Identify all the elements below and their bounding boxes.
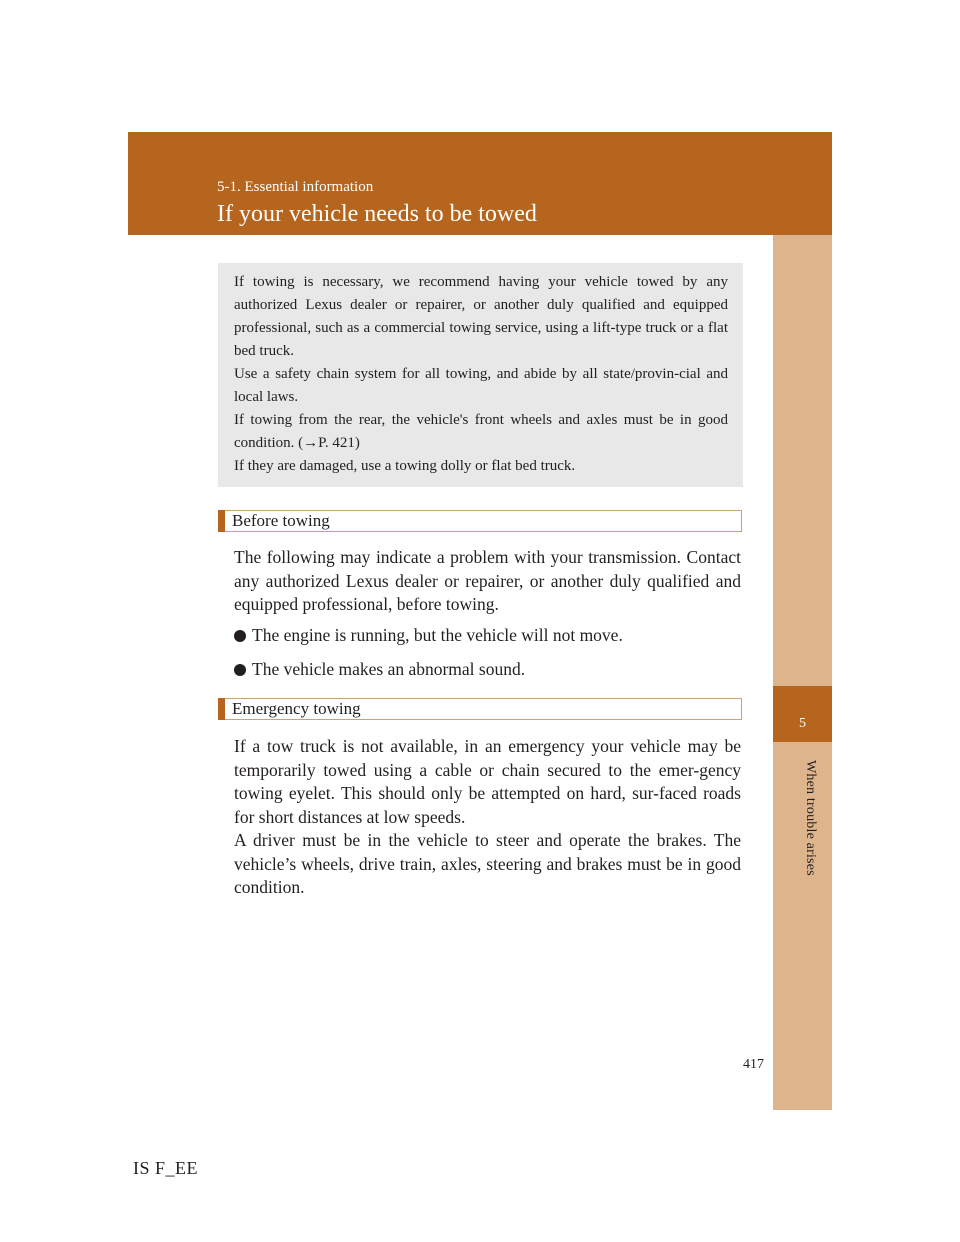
- subheading-before-towing: [218, 510, 742, 532]
- emergency-towing-paragraph-2: A driver must be in the vehicle to steer and operate the brakes. The vehicle’s wheels, drive train, axles, steering and brakes must be in good condition.: [234, 830, 741, 897]
- chapter-number: 5: [799, 716, 806, 731]
- list-item: [234, 659, 525, 680]
- bullet-icon: [234, 630, 246, 642]
- chapter-tab[interactable]: [773, 686, 832, 742]
- subheading-text: Before towing: [232, 511, 330, 530]
- page-number: 417: [743, 1057, 764, 1072]
- info-paragraph: Use a safety chain system for all towing, and abide by all state/provin-cial and local laws.: [234, 366, 728, 405]
- bullet-text: The vehicle makes an abnormal sound.: [252, 659, 526, 679]
- chapter-title: When trouble arises: [803, 760, 818, 876]
- subheading-text: Emergency towing: [232, 699, 361, 718]
- info-paragraph: If towing from the rear, the vehicle's front wheels and axles must be in good condition. (→P. 421): [234, 412, 728, 451]
- info-paragraph: If towing is necessary, we recommend having your vehicle towed by any authorized Lexus dealer or repairer, or another duly qualified and equipped professional, such as a commercial towing service, using a lift-type truck or a flat bed truck.: [234, 274, 728, 359]
- list-item: [234, 625, 623, 646]
- info-paragraph: If they are damaged, use a towing dolly or flat bed truck.: [234, 458, 576, 474]
- bullet-icon: [234, 664, 246, 676]
- subheading-accent-bar: [218, 510, 225, 532]
- subheading-emergency-towing: [218, 698, 742, 720]
- subheading-accent-bar: [218, 698, 225, 720]
- before-towing-intro: The following may indicate a problem with your transmission. Contact any authorized Lexus dealer or repairer, or another duly qualified and equipped professional, before towing.: [234, 547, 741, 614]
- info-box-content: [234, 271, 728, 478]
- header-band: [128, 132, 832, 235]
- bullet-text: The engine is running, but the vehicle will not move.: [252, 625, 623, 645]
- page-title: If your vehicle needs to be towed: [217, 201, 537, 227]
- info-box: [218, 263, 743, 487]
- document-code: IS F_EE: [133, 1158, 199, 1178]
- side-tab-column: [773, 235, 832, 1110]
- section-label: 5-1. Essential information: [217, 179, 374, 195]
- emergency-towing-paragraph-1: If a tow truck is not available, in an emergency your vehicle may be temporarily towed using a cable or chain secured to the emer-gency towing eyelet. This should only be attempted on hard, sur-faced roads for short distances at low speeds.: [234, 736, 741, 827]
